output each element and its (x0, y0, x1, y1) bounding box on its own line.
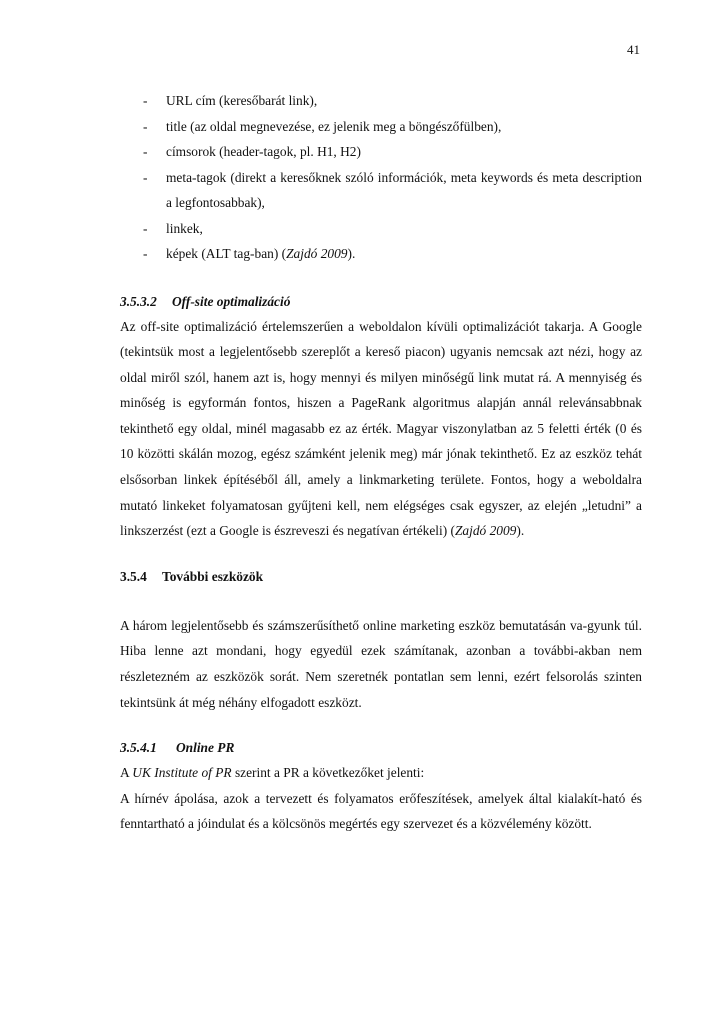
element-list (120, 88, 642, 267)
list-item: - URL cím (keresőbarát link), (120, 88, 642, 114)
heading-tovabbi (120, 564, 642, 589)
paragraph-pr-intro: A UK Institute of PR szerint a PR a következőket jelenti: (120, 765, 425, 781)
dash-marker: - (143, 220, 148, 236)
citation: Zajdó 2009 (454, 523, 517, 539)
list-item: - meta-tagok (direkt a keresőknek szóló információk, meta keywords és meta description a legfontosabbak), (120, 165, 642, 216)
list-item: - title (az oldal megnevezése, ez jelenik meg a böngészőfülben), (120, 114, 642, 140)
paragraph-pr-definition: A hírnév ápolása, azok a tervezett és folyamatos erőfeszítések, amelyek által kialakít-ható és fenntartható a jóindulat és a kölcsönös megértés egy szervezet és a közvélemény között. (120, 790, 642, 832)
dash-marker: - (143, 246, 148, 261)
list-item: - linkek, (120, 216, 642, 242)
heading-title: Off-site optimalizáció (172, 293, 291, 309)
dash-marker: - (143, 144, 148, 159)
page-number: 41 (627, 42, 640, 57)
dash-marker: - (143, 169, 148, 185)
citation: Zajdó 2009 (286, 246, 348, 261)
list-item: - képek (ALT tag-ban) (Zajdó 2009). (120, 241, 642, 267)
institution-name: UK Institute of PR (132, 765, 232, 781)
list-item: - címsorok (header-tagok, pl. H1, H2) (120, 139, 642, 165)
heading-number: 3.5.4 (120, 568, 147, 584)
dash-marker: - (143, 118, 148, 134)
heading-number: 3.5.4.1 (120, 740, 157, 756)
heading-title: További eszközök (162, 568, 264, 584)
heading-offsite (120, 289, 642, 314)
paragraph-offsite: Az off-site optimalizáció értelemszerűen a weboldalon kívüli optimalizációt takarja. A Google (tekintsük most a legjelentősebb szereplőt a kereső piacon) ugyanis nemcsak azt nézi, hogy az oldal miről szól, hanem azt is, hogy mennyi és milyen minőségű link mutat rá. A mennyiség és minőség is egyformán fontos, hiszen a PageRank algoritmus alapján annál relevánsabbnak tekinthető egy oldal, minél magasabb ez az érték. Magyar viszonylatban az 5 feletti érték (0 és 10 közötti skálán mozog, egész számként jelenik meg) már jónak tekinthető. Ez az eszköz tehát elsősorban linkek építéséből áll, amely a linkmarketing területe. Fontos, hogy a weboldalra mutató linkeket folyamatosan gyűjteni kell, nem elégséges csak egyszer, az elején „letudni” a linkszerzést (ezt a Google is észreveszi és negatívan értékeli) (Zajdó 2009). (120, 318, 642, 539)
page-content (120, 88, 642, 837)
heading-number: 3.5.3.2 (120, 293, 157, 309)
paragraph-tovabbi: A három legjelentősebb és számszerűsíthető online marketing eszköz bemutatásán va-gyunk túl. Hiba lenne azt mondani, hogy egyedül ezek számítanak, azonban a további-akban nem részletezném az eszközök sorát. Nem szeretnék pontatlan sem lenni, ezért felsorolás szinten tekintsünk át még néhány elfogadott eszközt. (120, 617, 642, 710)
heading-title: Online PR (176, 740, 235, 756)
heading-online-pr (120, 735, 642, 760)
dash-marker: - (143, 93, 148, 108)
